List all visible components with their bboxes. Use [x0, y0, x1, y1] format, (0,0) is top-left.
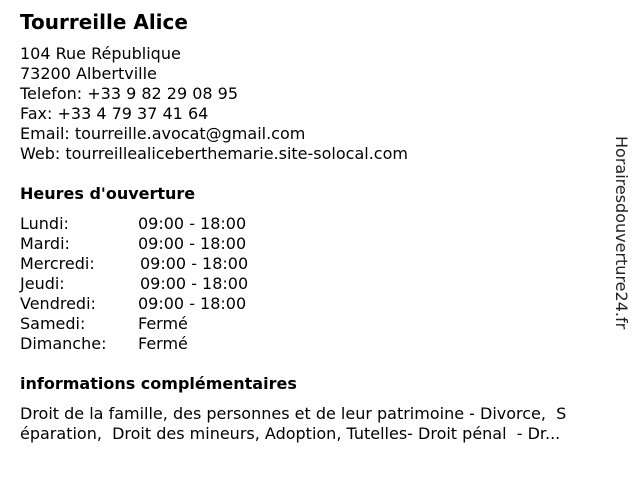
opening-hours-heading: Heures d'ouverture — [20, 184, 196, 203]
contact-block — [20, 44, 408, 164]
day-label: Lundi: — [20, 214, 69, 233]
hours-value: 09:00 - 18:00 — [140, 254, 249, 273]
additional-info-text — [20, 404, 620, 444]
hours-row-sunday — [20, 334, 320, 354]
opening-hours-table — [20, 214, 320, 354]
day-label: Samedi: — [20, 314, 86, 333]
phone-number: Telefon: +33 9 82 29 08 95 — [20, 84, 239, 103]
hours-row-saturday — [20, 314, 320, 334]
description-line: éparation, Droit des mineurs, Adoption, Tutelles- Droit pénal - Dr... — [20, 424, 561, 443]
website: Web: tourreillealiceberthemarie.site-solocal.com — [20, 144, 408, 163]
day-label: Mardi: — [20, 234, 70, 253]
day-label: Jeudi: — [20, 274, 65, 293]
additional-info-heading: informations complémentaires — [20, 374, 297, 393]
business-name: Tourreille Alice — [20, 10, 188, 34]
site-watermark: Horairesdouverture24.fr — [612, 136, 631, 330]
hours-value: Fermé — [138, 334, 188, 353]
hours-row-thursday — [20, 274, 320, 294]
hours-value: 09:00 - 18:00 — [140, 274, 249, 293]
day-label: Dimanche: — [20, 334, 107, 353]
day-label: Mercredi: — [20, 254, 95, 273]
hours-value: 09:00 - 18:00 — [138, 214, 247, 233]
description-line: Droit de la famille, des personnes et de leur patrimoine - Divorce, S — [20, 404, 567, 423]
address-street: 104 Rue République — [20, 44, 181, 63]
hours-row-tuesday — [20, 234, 320, 254]
fax-number: Fax: +33 4 79 37 41 64 — [20, 104, 209, 123]
hours-value: 09:00 - 18:00 — [138, 234, 247, 253]
hours-row-friday — [20, 294, 320, 314]
hours-value: Fermé — [138, 314, 188, 333]
hours-row-wednesday — [20, 254, 320, 274]
day-label: Vendredi: — [20, 294, 96, 313]
address-city: 73200 Albertville — [20, 64, 157, 83]
email-address: Email: tourreille.avocat@gmail.com — [20, 124, 306, 143]
hours-value: 09:00 - 18:00 — [138, 294, 247, 313]
hours-row-monday — [20, 214, 320, 234]
